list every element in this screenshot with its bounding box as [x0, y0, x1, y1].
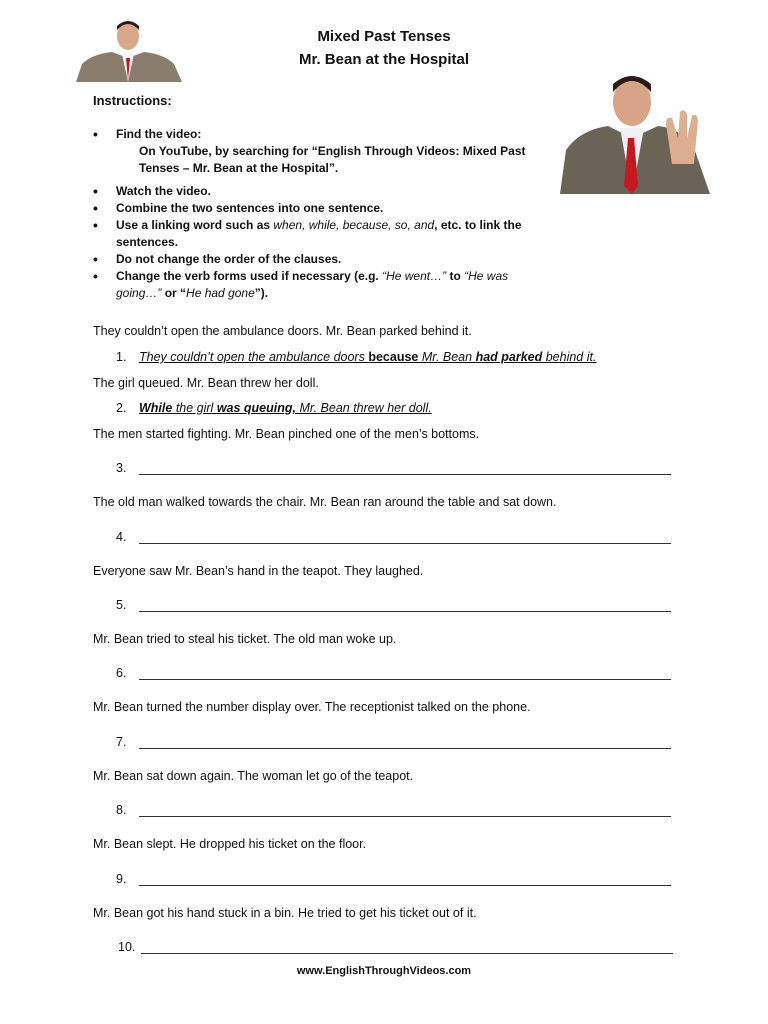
exercise-answer-2	[116, 401, 432, 415]
exercise-prompt-6: Mr. Bean tried to steal his ticket. The old man woke up.	[93, 632, 397, 646]
instruction-example: He had gone	[186, 286, 255, 300]
answer-line[interactable]	[139, 885, 671, 886]
exercise-number: 5.	[116, 598, 127, 612]
exercise-number: 7.	[116, 735, 127, 749]
instruction-text: Find the video:	[116, 127, 202, 141]
exercise-prompt-7: Mr. Bean turned the number display over. The receptionist talked on the phone.	[93, 700, 531, 714]
exercise-prompt-9: Mr. Bean slept. He dropped his ticket on the floor.	[93, 837, 367, 851]
instructions-list	[93, 126, 553, 302]
instruction-text: Change the verb forms used if necessary (e.g.	[116, 269, 383, 283]
answer-line[interactable]	[139, 679, 671, 680]
footer-website: www.EnglishThroughVideos.com	[296, 965, 472, 977]
answer-text: the girl	[172, 401, 217, 415]
answer-line[interactable]	[139, 474, 671, 475]
exercise-number: 1.	[116, 350, 127, 364]
exercise-prompt-8: Mr. Bean sat down again. The woman let go of the teapot.	[93, 769, 414, 783]
answer-line[interactable]	[139, 543, 671, 544]
exercise-number: 8.	[116, 803, 127, 817]
exercise-prompt-2: The girl queued. Mr. Bean threw her doll.	[93, 376, 319, 390]
instruction-linking	[93, 217, 553, 251]
instruction-linking-words: when, while, because, so, and	[273, 218, 435, 232]
instructions-heading: Instructions:	[93, 93, 172, 108]
answer-line[interactable]	[139, 611, 671, 612]
exercise-prompt-3: The men started fighting. Mr. Bean pinched one of the men’s bottoms.	[93, 427, 480, 441]
answer-line[interactable]	[139, 748, 671, 749]
instruction-sub-line: On YouTube, by searching for “English Through Videos: Mixed Past	[139, 144, 526, 158]
exercise-prompt-4: The old man walked towards the chair. Mr. Bean ran around the table and sat down.	[93, 495, 557, 509]
instruction-text: Watch the video.	[116, 184, 211, 198]
instruction-sub-line: Tenses – Mr. Bean at the Hospital”.	[139, 161, 339, 175]
answer-text: They couldn’t open the ambulance doors	[139, 350, 369, 364]
instruction-text: to	[446, 269, 465, 283]
exercise-number: 3.	[116, 461, 127, 475]
exercise-prompt-10: Mr. Bean got his hand stuck in a bin. He tried to get his ticket out of it.	[93, 906, 477, 920]
instruction-text: or “	[161, 286, 187, 300]
instruction-find-video	[93, 126, 553, 177]
answer-line[interactable]	[139, 816, 671, 817]
worksheet-title: Mixed Past Tenses	[317, 28, 451, 45]
exercise-prompt-5: Everyone saw Mr. Bean’s hand in the teapot. They laughed.	[93, 564, 424, 578]
worksheet-subtitle: Mr. Bean at the Hospital	[298, 51, 470, 68]
answer-text: Mr. Bean	[418, 350, 476, 364]
answer-linking-word: because	[368, 350, 419, 364]
instruction-text: ”).	[254, 286, 269, 300]
answer-verb: had parked	[475, 350, 543, 364]
instruction-example: “He went…”	[382, 269, 447, 283]
instruction-text: Combine the two sentences into one sentence.	[116, 201, 384, 215]
exercise-number: 2.	[116, 401, 127, 415]
exercise-number: 10.	[118, 940, 136, 954]
answer-text: behind it.	[542, 350, 597, 364]
instruction-order	[93, 251, 553, 268]
instruction-text: , etc. to link the sentences.	[116, 218, 522, 249]
instruction-text: Do not change the order of the clauses.	[116, 252, 342, 266]
answer-line[interactable]	[141, 953, 673, 954]
exercise-number: 9.	[116, 872, 127, 886]
instruction-text: Use a linking word such as	[116, 218, 274, 232]
instruction-watch	[93, 183, 553, 200]
answer-verb: was queuing,	[216, 401, 296, 415]
instruction-example: “He was going…”	[116, 269, 509, 300]
answer-text: Mr. Bean threw her doll.	[296, 401, 432, 415]
answer-linking-word: While	[139, 401, 173, 415]
mr-bean-photo-left	[72, 16, 184, 84]
exercise-answer-1	[116, 350, 596, 364]
instruction-combine	[93, 200, 553, 217]
mr-bean-photo-right	[560, 68, 710, 194]
exercise-number: 4.	[116, 530, 127, 544]
instruction-verb-forms	[93, 268, 553, 302]
exercise-number: 6.	[116, 666, 127, 680]
exercise-prompt-1: They couldn’t open the ambulance doors. Mr. Bean parked behind it.	[93, 324, 472, 338]
